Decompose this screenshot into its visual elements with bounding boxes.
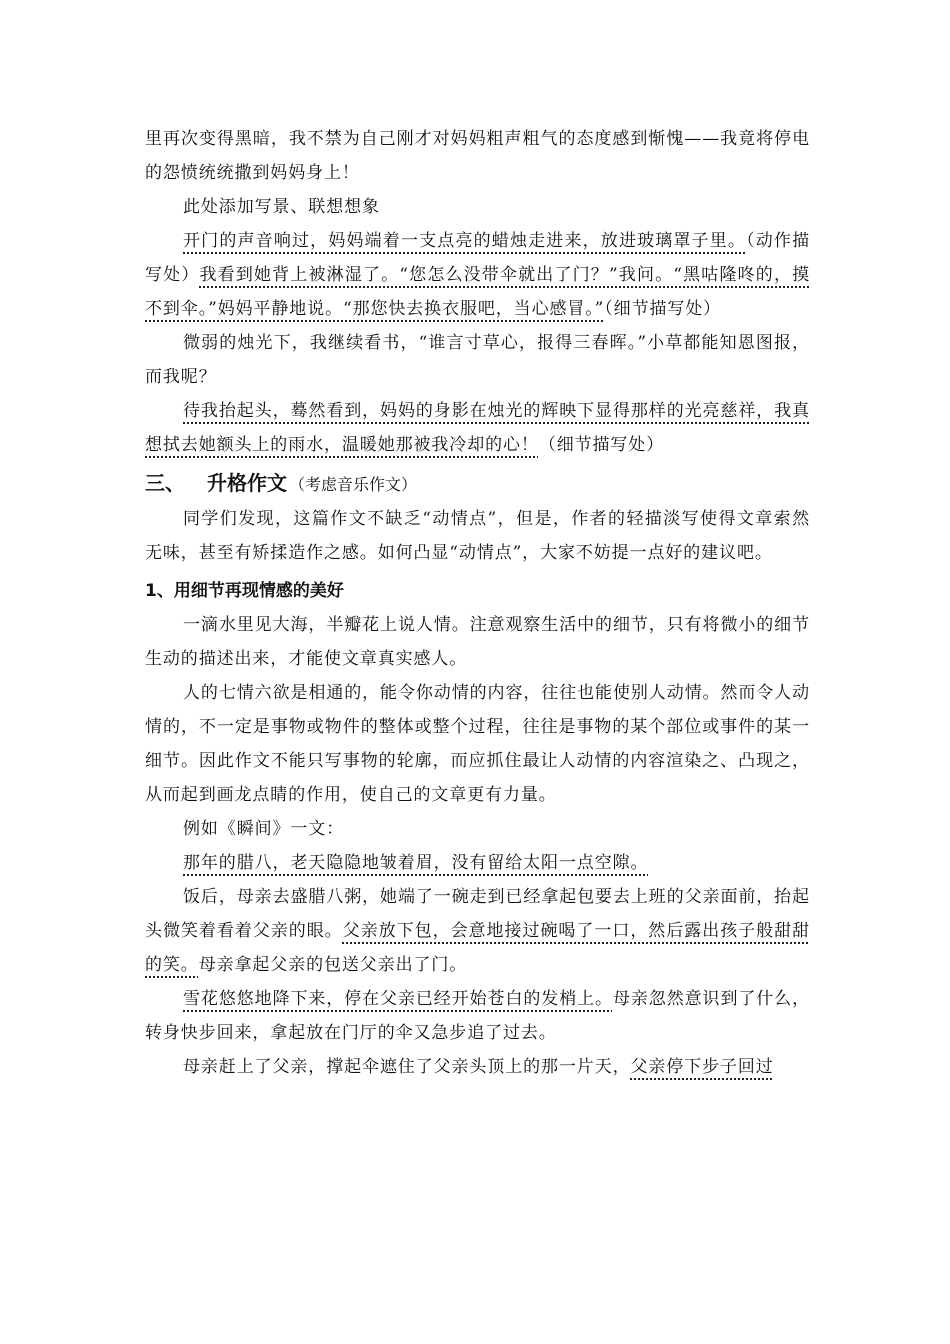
plain-text: 母亲忽然意识到了什么，转身快步回来，拿起放在门厅的伞又急步追了过去。 [145,989,810,1043]
dotted-text: 父亲停下步子回过 [630,1057,774,1077]
dotted-text: 雪花悠悠地降下来，停在父亲已经开始苍白的发梢上。 [183,989,613,1009]
dotted-text: 开门的声音响过，妈妈端着一支点亮的蜡烛走进来，放进玻璃罩子里。 [183,231,747,251]
dotted-text: 我看到她背上被淋湿了。 [199,265,400,285]
annotation: （动作描写处） [145,231,810,285]
dotted-text: “您怎么没带伞就出了门？”我问。“黑咕隆咚的，摸不到伞。”妈妈平静地说。“那您快去换衣服吧，当心感冒。” [145,265,811,319]
section-number: 三、 [145,471,185,495]
document-page [145,122,810,1084]
paragraph-12 [145,1050,810,1084]
section-heading [145,466,810,502]
plain-text: 母亲拿起父亲的包送父亲出了门。 [198,955,468,975]
annotation: （细节描写处） [604,299,722,319]
plain-text: 母亲赶上了父亲，撑起伞遮住了父亲头顶上的那一片天， [183,1057,631,1077]
section-note: （考虑音乐作文） [289,475,418,494]
paragraph-9 [145,846,810,880]
paragraph-7: 人的七情六欲是相通的，能令你动情的内容，往往也能使别人动情。然而令人动情的，不一定是事物或物件的整体或整个过程，往往是事物的某个部位或事件的某一细节。因此作文不能只写事物的轮廓，而应抓住最让人动情的内容渲染之、凸现之，从而起到画龙点睛的作用，使自己的文章更有力量。 [145,683,810,805]
paragraph-2 [145,224,810,326]
paragraph-1: 里再次变得黑暗，我不禁为自己刚才对妈妈粗声粗气的态度感到惭愧——我竟将停电的怨愤统统撒到妈妈身上！ [145,129,810,183]
dotted-text: 待我抬起头，蓦然看到，妈妈的身影在烛光的辉映下显得那样的光亮慈祥，我真想拭去她额头上的雨水，温暖她那被我冷却的心！ [145,401,810,455]
paragraph-11 [145,982,810,1050]
plain-text: 饭后，母亲去盛腊八粥，她端了一碗走到已经拿起包要去上班的父亲面前，抬起头微笑着看着父亲的眼。 [145,887,810,941]
paragraph-10 [145,880,810,982]
paragraph-5: 同学们发现，这篇作文不缺乏“动情点”，但是，作者的轻描淡写使得文章索然无味，甚至有矫揉造作之感。如何凸显“动情点”，大家不妨提一点好的建议吧。 [145,509,810,563]
paragraph-8: 例如《瞬间》一文： [183,819,345,839]
dotted-text: 父亲放下包，会意地接过碗喝了一口，然后露出孩子般甜甜的笑。 [145,921,810,975]
paragraph-3: 微弱的烛光下，我继续看书，“谁言寸草心，报得三春晖。”小草都能知恩图报，而我呢？ [145,333,810,387]
dotted-text: 那年的腊八，老天隐隐地皱着眉，没有留给太阳一点空隙。 [183,853,649,873]
paragraph-6: 一滴水里见大海，半瓣花上说人情。注意观察生活中的细节，只有将微小的细节生动的描述出来，才能使文章真实感人。 [145,615,810,669]
section-title: 升格作文 [207,471,287,495]
subheading: 1、用细节再现情感的美好 [145,581,344,601]
annotation: （细节描写处） [538,435,665,455]
annotation-note: 此处添加写景、联想想象 [183,197,380,217]
paragraph-4 [145,394,810,462]
